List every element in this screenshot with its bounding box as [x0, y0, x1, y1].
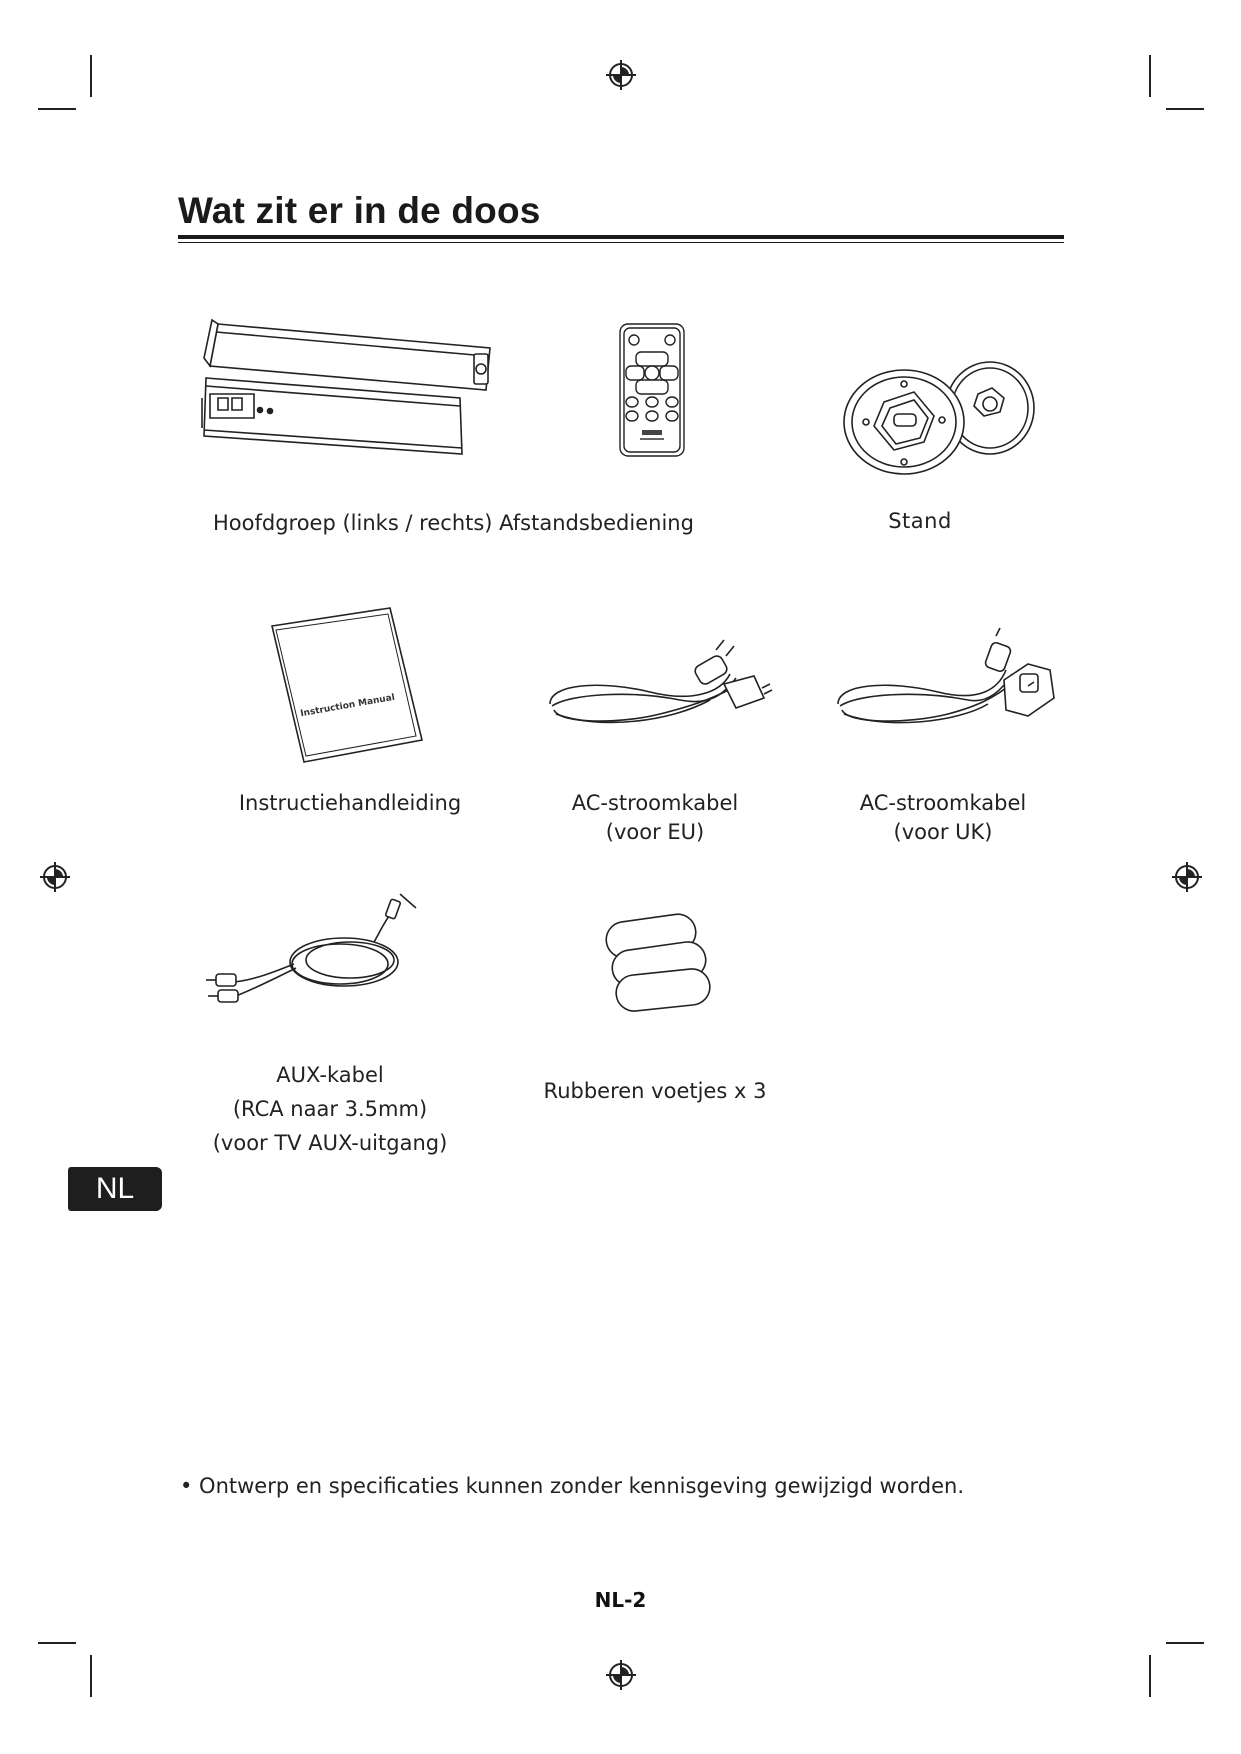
soundbar-illustration	[196, 318, 496, 468]
registration-mark-icon	[606, 60, 636, 90]
crop-mark	[1149, 1655, 1151, 1697]
specifications-note: • Ontwerp en specificaties kunnen zonder kennisgeving gewijzigd worden.	[180, 1474, 965, 1498]
aux-cable-illustration	[204, 902, 434, 1012]
caption-stand: Stand	[888, 509, 952, 533]
crop-mark	[38, 1642, 76, 1644]
crop-mark	[90, 55, 92, 97]
page-title: Wat zit er in de doos	[178, 190, 541, 231]
crop-mark	[90, 1655, 92, 1697]
caption-ac-eu-line2: (voor EU)	[605, 820, 705, 844]
crop-mark	[1166, 1642, 1204, 1644]
crop-mark	[1149, 55, 1151, 97]
language-tab: NL	[68, 1167, 162, 1211]
caption-main-unit-remote: Hoofdgroep (links / rechts) Afstandsbediening	[213, 511, 694, 535]
remote-control-illustration	[618, 322, 688, 460]
registration-mark-icon	[40, 862, 70, 892]
caption-ac-uk-line2: (voor UK)	[893, 820, 993, 844]
registration-mark-icon	[1172, 862, 1202, 892]
stand-discs-illustration	[840, 356, 1040, 476]
title-rule	[178, 235, 1064, 239]
manual-cover-text: Instruction Manual	[299, 692, 396, 720]
caption-aux-line2: (RCA naar 3.5mm)	[232, 1097, 428, 1121]
crop-mark	[38, 108, 76, 110]
crop-mark	[1166, 108, 1204, 110]
caption-aux-line3: (voor TV AUX-uitgang)	[212, 1131, 448, 1155]
page-number: NL-2	[594, 1588, 647, 1612]
caption-rubber-feet: Rubberen voetjes x 3	[543, 1079, 767, 1103]
manual-booklet-illustration	[262, 604, 432, 774]
title-rule-thin	[178, 242, 1064, 243]
registration-mark-icon	[606, 1660, 636, 1690]
rubber-feet-illustration	[596, 912, 716, 1012]
caption-manual: Instructiehandleiding	[238, 791, 462, 815]
caption-ac-uk-line1: AC-stroomkabel	[859, 791, 1027, 815]
caption-ac-eu-line1: AC-stroomkabel	[571, 791, 739, 815]
caption-aux-line1: AUX-kabel	[276, 1063, 384, 1087]
uk-power-cable-illustration	[828, 634, 1058, 744]
eu-power-cable-illustration	[540, 634, 770, 744]
